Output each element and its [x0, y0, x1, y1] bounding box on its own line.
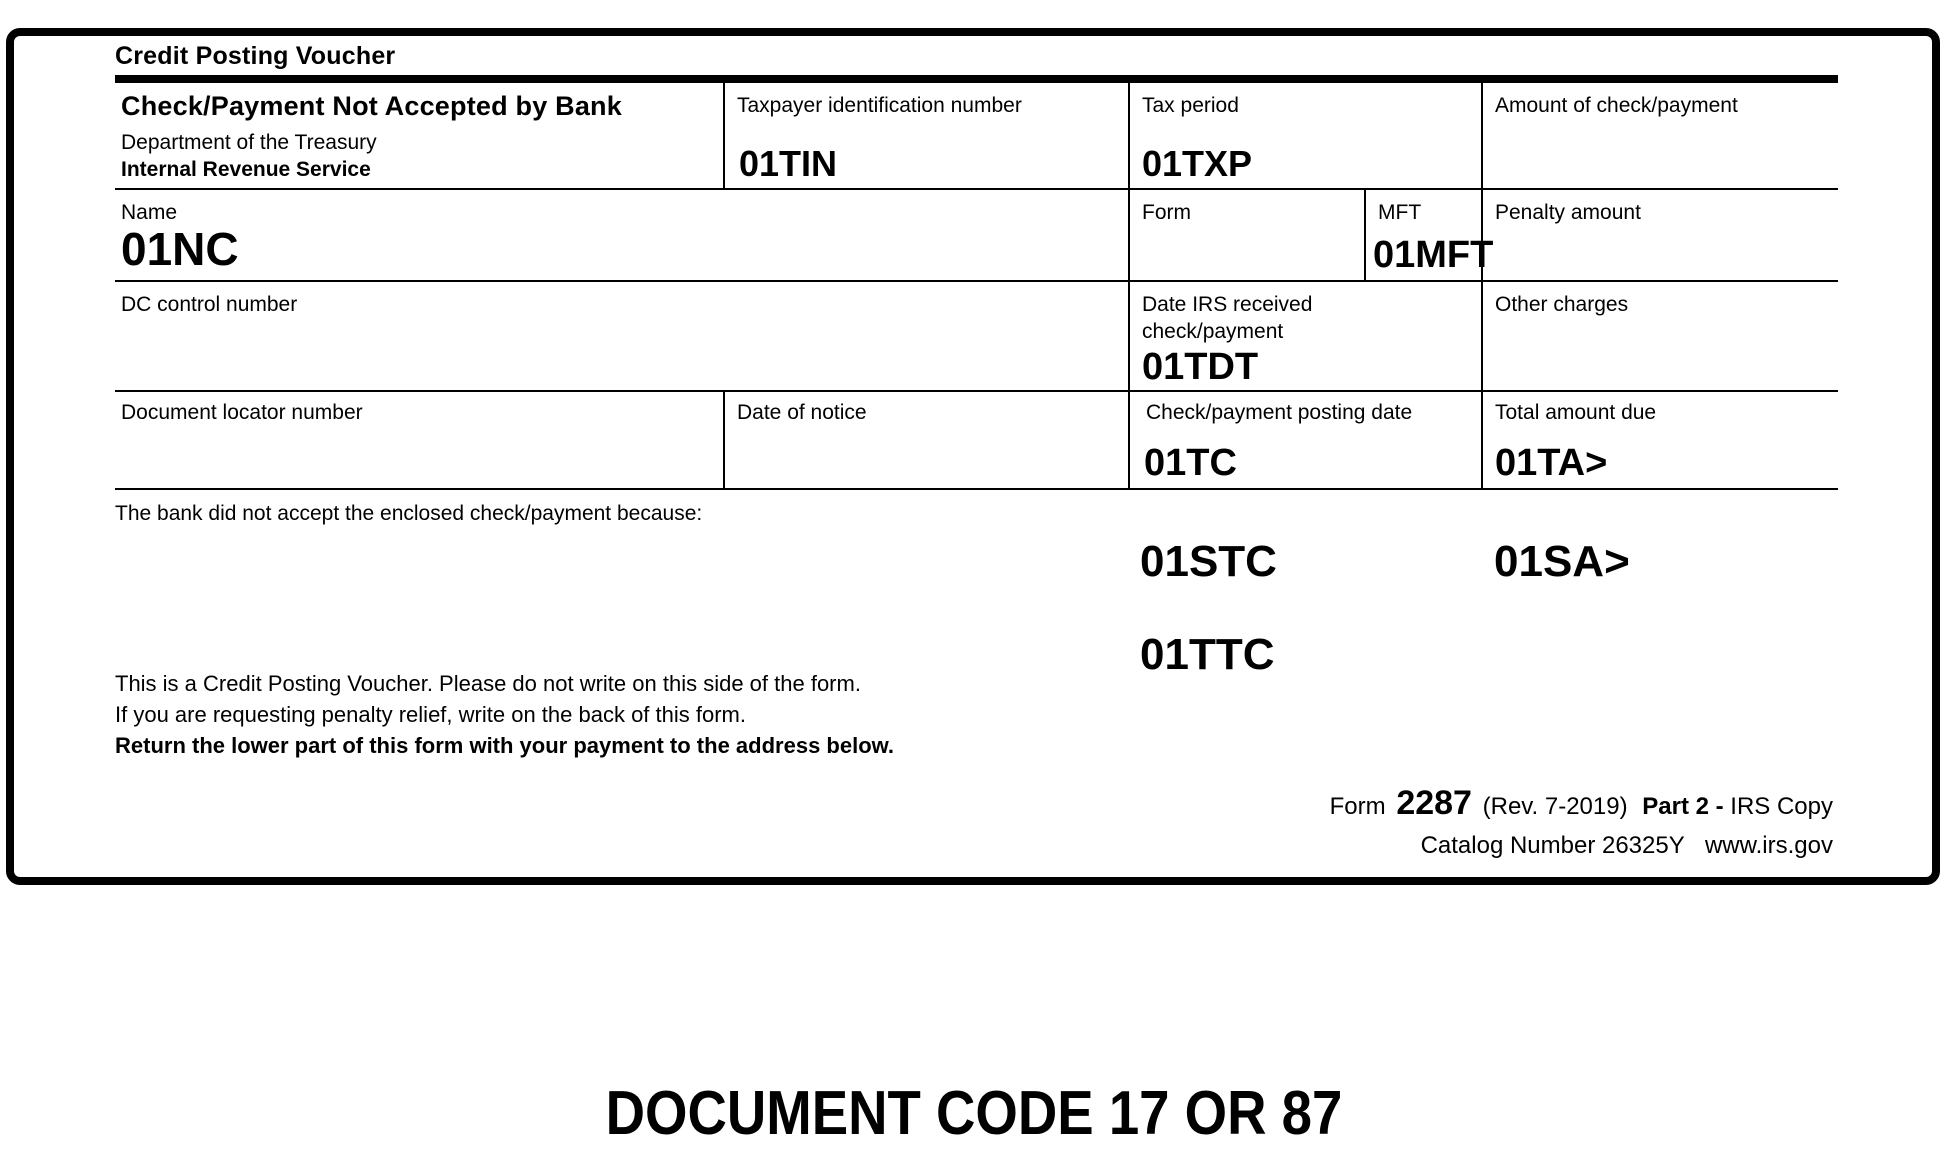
form-identification-line: [1330, 784, 1833, 823]
instruction-notes: [115, 668, 894, 761]
tin-label: Taxpayer identification number: [737, 94, 1022, 117]
catalog-number: Catalog Number 26325Y: [1420, 832, 1685, 859]
cell-document-locator: [115, 392, 725, 488]
date-received-label-line2: check/payment: [1142, 320, 1284, 343]
irs-website: www.irs.gov: [1704, 832, 1833, 859]
agency-line: Internal Revenue Service: [121, 158, 371, 181]
cell-dc-control: [115, 282, 1130, 390]
total-due-value: 01TA>: [1495, 442, 1608, 484]
cell-date-received: [1130, 282, 1483, 390]
penalty-label: Penalty amount: [1495, 201, 1641, 224]
other-charges-label: Other charges: [1495, 293, 1629, 316]
department-line: Department of the Treasury: [121, 131, 377, 154]
posting-date-label: Check/payment posting date: [1146, 401, 1413, 424]
cell-form-number: [1130, 190, 1366, 280]
tax-period-label: Tax period: [1142, 94, 1239, 117]
amount-label: Amount of check/payment: [1495, 94, 1738, 117]
mft-label: MFT: [1378, 201, 1422, 224]
dc-control-label: DC control number: [121, 293, 298, 316]
cell-mft: [1366, 190, 1494, 280]
total-due-label: Total amount due: [1495, 401, 1657, 424]
note-line-3: Return the lower part of this form with your payment to the address below.: [115, 733, 895, 758]
tax-period-value: 01TXP: [1142, 143, 1253, 184]
stc-value: 01STC: [1140, 537, 1277, 586]
name-label: Name: [121, 201, 178, 224]
date-received-value: 01TDT: [1142, 346, 1259, 388]
catalog-line: [1421, 832, 1833, 860]
form-copy: IRS Copy: [1730, 793, 1833, 820]
note-line-2: If you are requesting penalty relief, write on the back of this form.: [115, 702, 746, 727]
voucher-border-box: [6, 28, 1940, 885]
cell-posting-date: [1130, 392, 1483, 488]
cell-tin: [725, 83, 1130, 188]
cell-penalty: [1483, 190, 1838, 280]
form-part: Part 2 -: [1642, 793, 1724, 820]
sa-value: 01SA>: [1494, 537, 1630, 586]
cell-total-due: [1483, 392, 1838, 488]
form-field-label: Form: [1142, 201, 1191, 224]
document-code-caption: DOCUMENT CODE 17 OR 87: [605, 1079, 1343, 1148]
cell-tax-period: [1130, 83, 1483, 188]
bank-reason-label: The bank did not accept the enclosed check/payment because:: [115, 502, 703, 525]
cell-amount: [1483, 83, 1838, 188]
name-value: 01NC: [121, 223, 239, 275]
table-row-2: [115, 190, 1838, 282]
form-title: Credit Posting Voucher: [115, 42, 396, 70]
title-rule: [115, 75, 1838, 83]
mft-value: 01MFT: [1373, 234, 1494, 276]
date-of-notice-label: Date of notice: [737, 401, 867, 424]
cell-other-charges: [1483, 282, 1838, 390]
cell-name: [115, 190, 1130, 280]
tin-value: 01TIN: [739, 143, 838, 184]
voucher-heading: Check/Payment Not Accepted by Bank: [121, 91, 622, 121]
table-row-4: [115, 392, 1838, 490]
cell-agency-header: [115, 83, 725, 188]
document-locator-label: Document locator number: [121, 401, 363, 424]
note-line-1: This is a Credit Posting Voucher. Please do not write on this side of the form.: [115, 671, 861, 696]
table-row-3: [115, 282, 1838, 392]
form-word: Form: [1329, 793, 1386, 820]
ttc-value: 01TTC: [1140, 630, 1275, 679]
cell-date-of-notice: [725, 392, 1130, 488]
posting-date-value: 01TC: [1144, 442, 1237, 484]
form-revision: (Rev. 7-2019): [1482, 793, 1628, 820]
form-number: 2287: [1396, 784, 1472, 822]
date-received-label-line1: Date IRS received: [1142, 293, 1313, 316]
table-row-1: [115, 83, 1838, 190]
